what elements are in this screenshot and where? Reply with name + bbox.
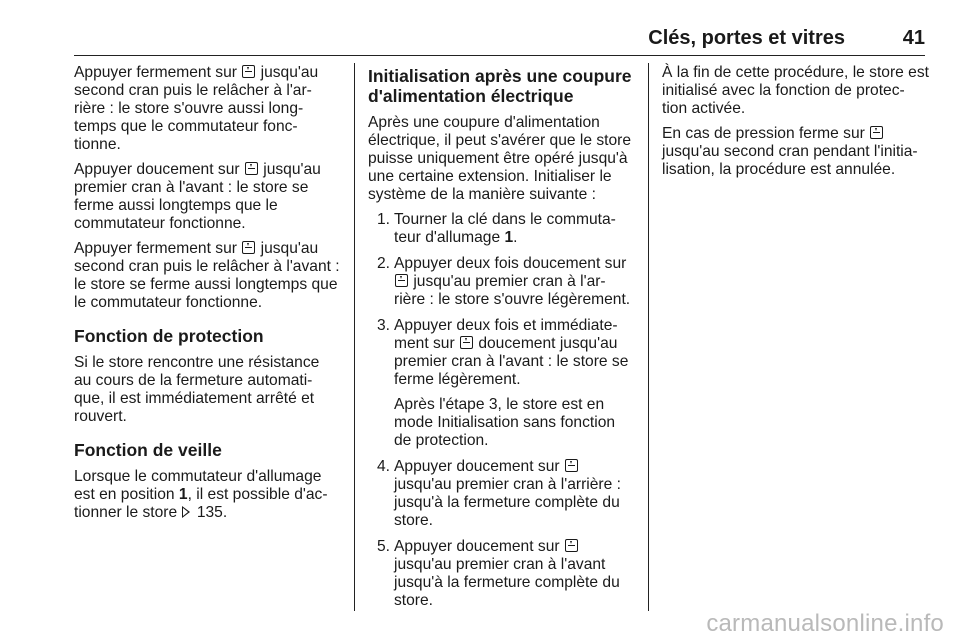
list-item: 5. Appuyer doucement sur jusqu'au premier cran à l'avant jusqu'à la fermeture complète du store.	[377, 538, 620, 609]
paragraph: Lorsque le commutateur d'allumage est en position 1, il est possible d'ac- tionner le store 135.	[74, 468, 328, 521]
list-item: 1. Tourner la clé dans le commuta- teur d'allumage 1.	[377, 211, 616, 246]
paragraph: Appuyer fermement sur jusqu'au second cran puis le relâcher à l'ar- rière : le store s'ouvre aussi long- temps que le commutateur fonc- tionne.	[74, 64, 319, 153]
watermark: carmanualsonline.info	[706, 610, 944, 637]
steps-list	[368, 211, 636, 610]
column-divider	[648, 63, 649, 611]
step-note: Après l'étape 3, le store est en mode Initialisation sans fonction de protection.	[394, 396, 616, 449]
sunblind-switch-icon	[395, 274, 408, 287]
paragraph: À la fin de cette procédure, le store est initialisé avec la fonction de protec- tion activée.	[662, 64, 929, 117]
paragraph: En cas de pression ferme sur jusqu'au second cran pendant l'initia- lisation, la procédure est annulée.	[662, 125, 918, 178]
sunblind-switch-icon	[565, 539, 578, 552]
column-left	[74, 64, 344, 529]
sunblind-switch-icon	[242, 65, 255, 78]
sunblind-switch-icon	[245, 162, 258, 175]
sunblind-switch-icon	[565, 459, 578, 472]
page-header	[620, 27, 925, 53]
paragraph: Appuyer doucement sur jusqu'au premier cran à l'avant : le store se ferme aussi longtemps que le commutateur fonctionne.	[74, 161, 321, 232]
page-reference-arrow-icon	[182, 506, 190, 518]
paragraph: Appuyer fermement sur jusqu'au second cran puis le relâcher à l'avant : le store se ferme aussi longtemps que le commutateur fonctionne.	[74, 240, 340, 311]
column-middle	[368, 64, 636, 618]
sunblind-switch-icon	[242, 241, 255, 254]
list-item: 2. Appuyer deux fois doucement sur jusqu'au premier cran à l'ar- rière : le store s'ouvre légèrement.	[377, 255, 631, 308]
header-rule	[74, 55, 925, 56]
heading-initialisation: Initialisation après une coupure d'alimentation électrique	[368, 66, 632, 106]
section-title: Clés, portes et vitres	[648, 27, 845, 49]
column-right	[662, 64, 930, 186]
paragraph: Si le store rencontre une résistance au cours de la fermeture automati- que, il est immédiatement arrêté et rouvert.	[74, 354, 320, 425]
sunblind-switch-icon	[870, 126, 883, 139]
heading-protection: Fonction de protection	[74, 326, 264, 346]
column-divider	[354, 63, 355, 611]
list-item: 4. Appuyer doucement sur jusqu'au premier cran à l'arrière : jusqu'à la fermeture complète du store.	[377, 458, 621, 529]
heading-veille: Fonction de veille	[74, 440, 222, 460]
page-number: 41	[902, 27, 925, 49]
sunblind-switch-icon	[460, 336, 473, 349]
list-item: 3. Appuyer deux fois et immédiate- ment sur doucement jusqu'au premier cran à l'avant : le store se ferme légèrement. Après l'étape 3, le store est en mode Initialisation sans fonction de protection.	[368, 317, 636, 450]
paragraph: Après une coupure d'alimentation électrique, il peut s'avérer que le store puisse uniquement être opéré jusqu'à une certaine extension. Initialiser le système de la manière suivante :	[368, 114, 632, 203]
